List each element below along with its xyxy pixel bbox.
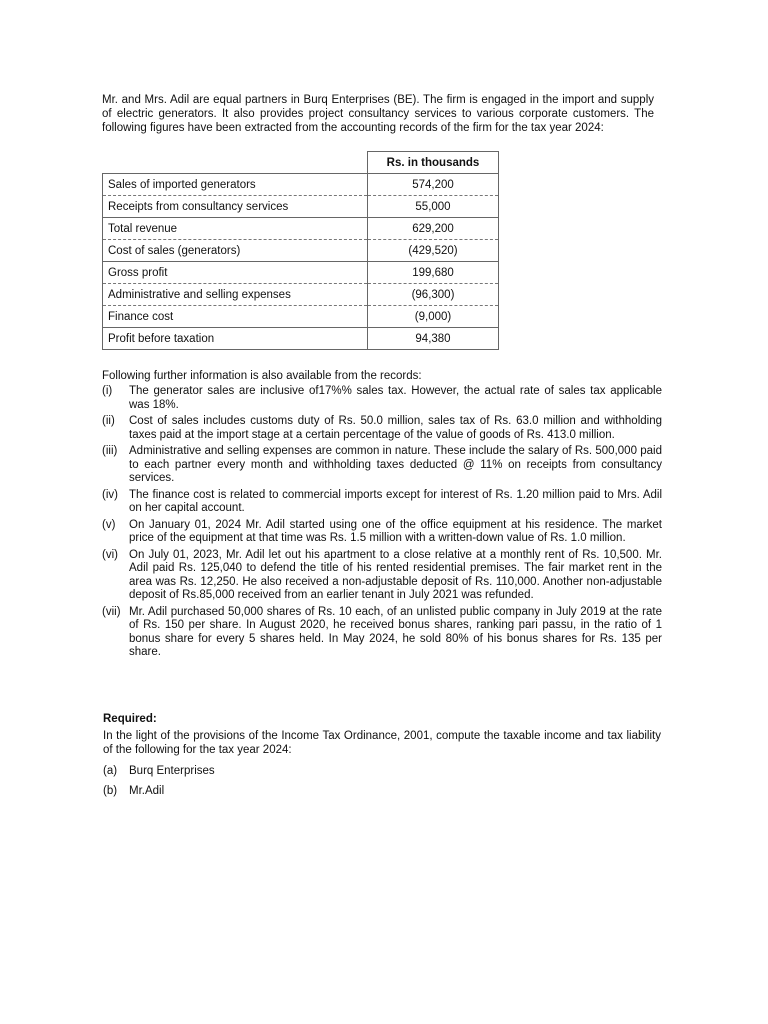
item-text: The finance cost is related to commercial imports except for interest of Rs. 1.20 million paid to Mrs. Adil on her capital account. [129, 488, 662, 514]
list-item [103, 761, 215, 781]
part-text: Burq Enterprises [129, 765, 215, 777]
list-item [102, 415, 662, 442]
list-item [102, 489, 662, 516]
required-parts [103, 761, 215, 801]
item-text: On January 01, 2024 Mr. Adil started using one of the office equipment at his residence. The market price of the equipment at that time was Rs. 1.5 million with a written-down value of Rs. 1.0 million. [129, 518, 662, 544]
required-text: In the light of the provisions of the Income Tax Ordinance, 2001, compute the taxable income and tax liability of the following for the tax year 2024: [103, 730, 661, 756]
row-label: Sales of imported generators [103, 174, 368, 196]
item-text: Cost of sales includes customs duty of Rs. 50.0 million, sales tax of Rs. 63.0 million and withholding taxes paid at the import stage at a certain percentage of the value of goods of Rs. 413.0 million. [129, 415, 662, 441]
further-info-heading: Following further information is also available from the records: [102, 370, 422, 382]
row-label: Profit before taxation [103, 328, 368, 350]
item-number: (vi) [102, 548, 118, 561]
part-text: Mr.Adil [129, 785, 165, 797]
row-label: Total revenue [103, 218, 368, 240]
row-label: Administrative and selling expenses [103, 284, 368, 306]
item-number: (iii) [102, 445, 118, 457]
item-number: (ii) [102, 415, 115, 427]
item-text: On July 01, 2023, Mr. Adil let out his apartment to a close relative at a monthly rent of Rs. 10,500. Mr. Adil paid Rs. 125,040 to defend the title of his rented residential premises. The fair market rent in the area was Rs. 12,250. He also received a non-adjustable deposit of Rs. 110,000. Another non-adjustable deposit of Rs.85,000 received from an earlier tenant in July 2021 was refunded. [129, 548, 662, 601]
item-number: (iv) [102, 488, 118, 501]
item-text: The generator sales are inclusive of17%% sales tax. However, the actual rate of sales tax applicable was 18%. [129, 385, 662, 411]
row-value: (429,520) [368, 240, 499, 262]
part-number: (b) [103, 785, 118, 797]
row-value: 199,680 [368, 262, 499, 284]
info-list [102, 385, 662, 663]
row-value: 574,200 [368, 174, 499, 196]
row-label: Cost of sales (generators) [103, 240, 368, 262]
list-item [102, 519, 662, 546]
list-item [102, 385, 662, 412]
part-number: (a) [103, 765, 118, 777]
list-item [102, 445, 662, 486]
row-value: 629,200 [368, 218, 499, 240]
row-label: Receipts from consultancy services [103, 196, 368, 218]
figures-table [102, 151, 499, 350]
row-label: Gross profit [103, 262, 368, 284]
row-value: 94,380 [368, 328, 499, 350]
row-value: (9,000) [368, 306, 499, 328]
intro-paragraph: Mr. and Mrs. Adil are equal partners in Burq Enterprises (BE). The firm is engaged in the import and supply of electric generators. It also provides project consultancy services to various corporate customers. The following figures have been extracted from the accounting records of the firm for the tax year 2024: [102, 94, 654, 134]
row-label: Finance cost [103, 306, 368, 328]
list-item [102, 606, 662, 660]
table-header-blank [103, 152, 368, 174]
table-header-units: Rs. in thousands [368, 152, 499, 174]
item-text: Administrative and selling expenses are common in nature. These include the salary of Rs. 500,000 paid to each partner every month and withholding taxes deducted @ 11% on receipts from consultancy services. [129, 445, 662, 484]
list-item [103, 781, 215, 801]
row-value: (96,300) [368, 284, 499, 306]
row-value: 55,000 [368, 196, 499, 218]
item-number: (i) [102, 385, 113, 397]
list-item [102, 549, 662, 603]
item-text: Mr. Adil purchased 50,000 shares of Rs. 10 each, of an unlisted public company in July 2019 at the rate of Rs. 150 per share. In August 2020, he received bonus shares, ranking pari passu, in the ratio of 1 bonus share for every 5 shares held. In May 2024, he sold 80% of his bonus shares for Rs. 135 per share. [129, 605, 662, 658]
item-number: (v) [102, 518, 116, 531]
item-number: (vii) [102, 605, 121, 618]
required-heading: Required: [103, 713, 157, 725]
